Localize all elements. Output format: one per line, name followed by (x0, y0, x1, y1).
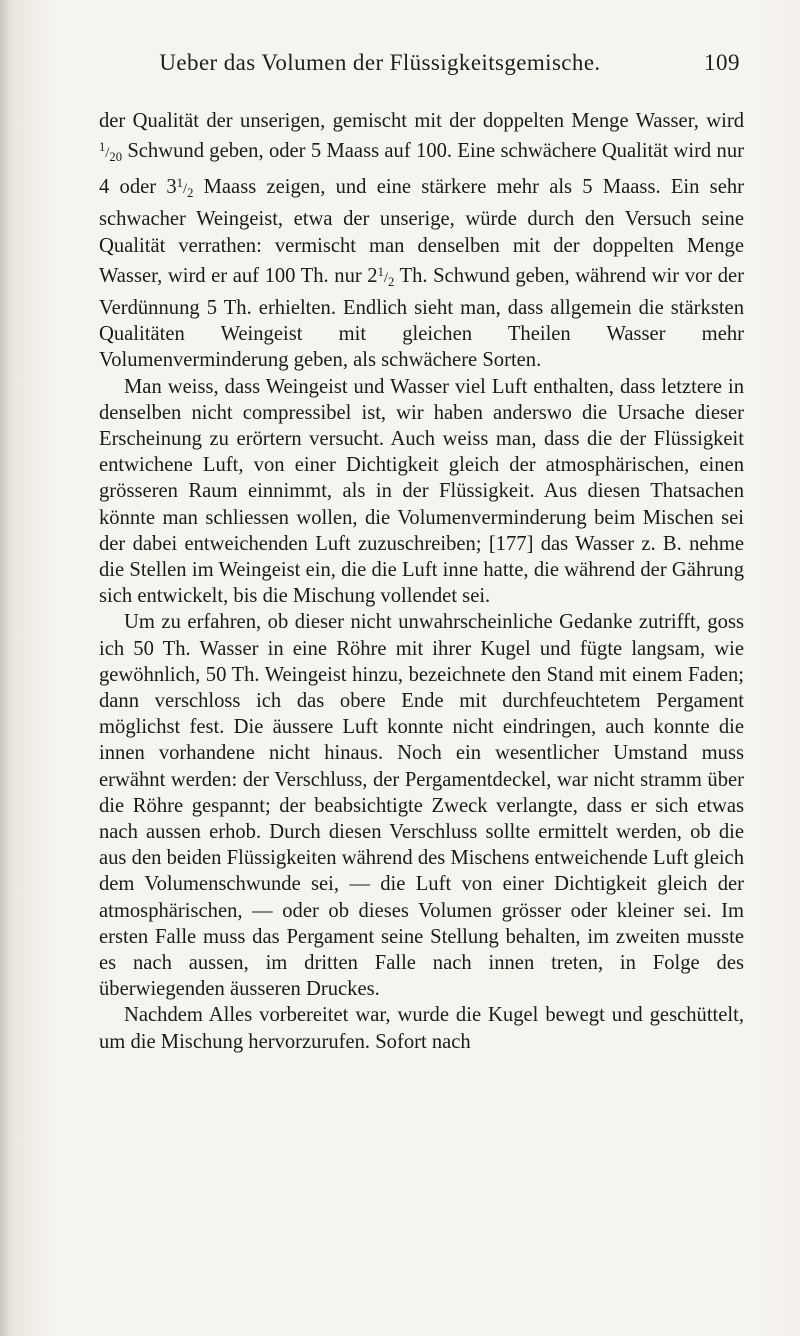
fraction-numerator: 1 (176, 176, 183, 191)
fraction-denominator: 2 (187, 186, 194, 201)
fraction-denominator: 20 (109, 150, 123, 165)
text-segment: der Qualität der unserigen, gemischt mit der doppelten Menge Wasser, wird (99, 110, 744, 132)
fraction-one-half: $^1/_2$ (176, 176, 194, 201)
page-spine-shadow (0, 0, 10, 1336)
page-number: 109 (704, 50, 740, 75)
running-header (100, 50, 740, 80)
paragraph-4: Nachdem Alles vorbereitet war, wurde die Kugel bewegt und geschüttelt, um die Mischung hervorzurufen. Sofort nach (99, 1004, 744, 1053)
text-segment: Schwund geben, oder 5 Maass auf 100. Eine schwächere Qualität wird nur 4 oder 3 (99, 140, 744, 199)
fraction-one-half: $^1/_2$ (377, 264, 395, 289)
text-segment: Th. Schwund geben, während wir vor der Verdünnung 5 Th. erhielten. Endlich sieht man, dass allgemein die stärksten Qualitäten Weingeist mit gleichen Theilen Wasser mehr Volumenverminderung geben, als schwächere Sorten. (99, 264, 745, 372)
paragraph-2: Man weiss, dass Weingeist und Wasser viel Luft enthalten, dass letztere in denselben nicht compressibel ist, wir haben anderswo die Ursache dieser Erscheinung zu erörtern versucht. Auch weiss man, dass die der Flüssigkeit entwichene Luft, von einer Dichtigkeit gleich der atmosphärischen, einen grösseren Raum einnimmt, als in der Flüssigkeit. Aus diesen Thatsachen könnte man schliessen wollen, die Volumenverminderung beim Mischen sei der dabei entweichenden Luft zuzuschreiben; [177] das Wasser z. B. nehme die Stellen im Weingeist ein, die die Luft inne hatte, die während der Gährung sich entwickelt, bis die Mischung vollendet sei. (99, 375, 744, 608)
fraction-denominator: 2 (388, 274, 395, 289)
paragraph-3: Um zu erfahren, ob dieser nicht unwahrscheinliche Gedanke zutrifft, goss ich 50 Th. Wasser in eine Röhre mit ihrer Kugel und fügte langsam, wie gewöhnlich, 50 Th. Weingeist hinzu, bezeichnete den Stand mit einem Faden; dann verschloss ich das obere Ende mit durchfeuchtetem Pergament möglichst fest. Die äussere Luft konnte nicht eindringen, auch konnte die innen vorhandene nicht hinaus. Noch ein wesentlicher Umstand muss erwähnt werden: der Verschluss, der Pergamentdeckel, war nicht stramm über die Röhre gespannt; der beabsichtigte Zweck verlangte, dass er sich etwas nach aussen erhob. Durch diesen Verschluss sollte ermittelt werden, ob die aus den beiden Flüssigkeiten während des Mischens entweichende Luft gleich dem Volumenschwunde sei, — die Luft von einer Dichtigkeit gleich der atmosphärischen, — oder ob dieses Volumen grösser oder kleiner sei. Im ersten Falle muss das Pergament seine Stellung behalten, im zweiten musste es nach aussen, im dritten Falle nach innen treten, in Folge des überwiegenden äusseren Druckes. (99, 611, 744, 1001)
fraction-numerator: 1 (377, 264, 384, 279)
fraction-one-twentieth: $^1/_{20}$ (99, 140, 123, 165)
body-text (99, 108, 744, 1055)
running-title: Ueber das Volumen der Flüssigkeitsgemische. (159, 50, 601, 75)
paragraph-1 (99, 108, 744, 374)
fraction-numerator: 1 (99, 140, 106, 155)
text-segment: Maass zeigen, und eine stärkere mehr als 5 Maass. Ein sehr schwacher Weingeist, etwa der unserige, würde durch den Versuch seine Qualität verrathen: vermischt man denselben mit der doppelten Menge Wasser, wird er auf 100 Th. nur 2 (99, 176, 744, 287)
